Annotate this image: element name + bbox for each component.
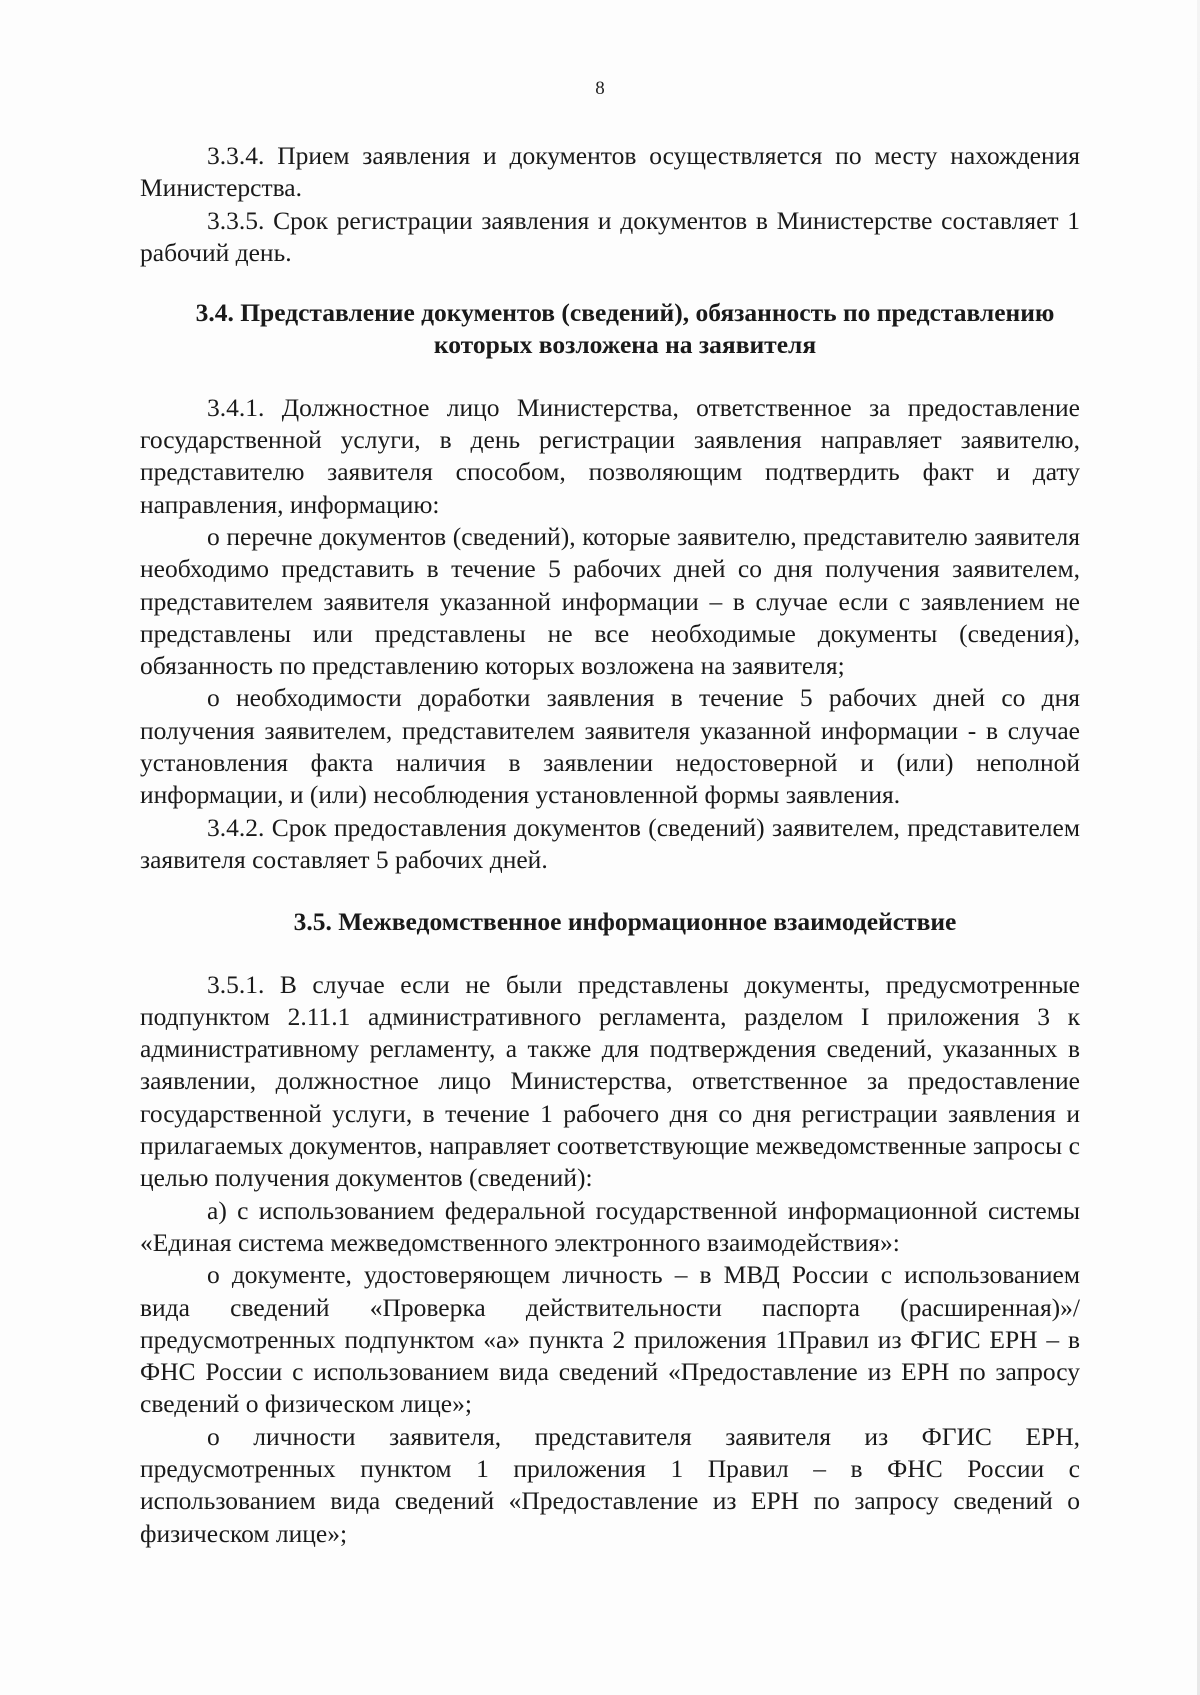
paragraph-list-item: о личности заявителя, представителя заявителя из ФГИС ЕРН, предусмотренных пунктом 1 приложения 1 Правил – в ФНС России с использованием вида сведений «Предоставление из ЕРН по запросу сведений о физическом лице»; (140, 1421, 1080, 1548)
paragraph-list-item: а) с использованием федеральной государственной информационной системы «Единая система межведомственного электронного взаимодействия»: (140, 1195, 1080, 1257)
section-heading-3-4: 3.4. Представление документов (сведений), обязанность по представлению которых возложена на заявителя (195, 298, 1055, 360)
paragraph-3-4-2: 3.4.2. Срок предоставления документов (сведений) заявителем, представителем заявителя составляет 5 рабочих дней. (140, 812, 1080, 874)
paragraph-list-item: о перечне документов (сведений), которые заявителю, представителю заявителя необходимо представить в течение 5 рабочих дней со дня получения заявителем, представителем заявителя указанной информации – в случае если с заявлением не представлены или представлены не все необходимые документы (сведения), обязанность по представлению которых возложена на заявителя; (140, 521, 1080, 681)
paragraph-3-4-1: 3.4.1. Должностное лицо Министерства, ответственное за предоставление государственной услуги, в день регистрации заявления направляет заявителю, представителю заявителя способом, позволяющим подтвердить факт и дату направления, информацию: (140, 392, 1080, 519)
paragraph-list-item: о документе, удостоверяющем личность – в МВД России с использованием вида сведений «Проверка действительности паспорта (расширенная)»/предусмотренных подпунктом «а» пункта 2 приложения 1Правил из ФГИС ЕРН – в ФНС России с использованием вида сведений «Предоставление из ЕРН по запросу сведений о физическом лице»; (140, 1260, 1080, 1419)
paragraph-3-5-1: 3.5.1. В случае если не были представлены документы, предусмотренные подпунктом 2.11.1 административного регламента, разделом I приложения 3 к административному регламенту, а также для подтверждения сведений, указанных в заявлении, должностное лицо Министерства, ответственное за предоставление государственной услуги, в течение 1 рабочего дня со дня регистрации заявления и прилагаемых документов, направляет соответствующие межведомственные запросы с целью получения документов (сведений): (140, 969, 1080, 1193)
paragraph-list-item: о необходимости доработки заявления в течение 5 рабочих дней со дня получения заявителем, представителем заявителя указанной информации - в случае установления факта наличия в заявлении недостоверной и (или) неполной информации, и (или) несоблюдения установленной формы заявления. (140, 683, 1080, 810)
paragraph-3-3-5: 3.3.5. Срок регистрации заявления и документов в Министерстве составляет 1 рабочий день. (140, 205, 1080, 267)
document-body (140, 140, 1080, 1550)
page-number: 8 (595, 78, 605, 99)
section-heading-3-5: 3.5. Межведомственное информационное взаимодействие (293, 907, 957, 937)
paragraph-3-3-4: 3.3.4. Прием заявления и документов осуществляется по месту нахождения Министерства. (140, 141, 1080, 203)
